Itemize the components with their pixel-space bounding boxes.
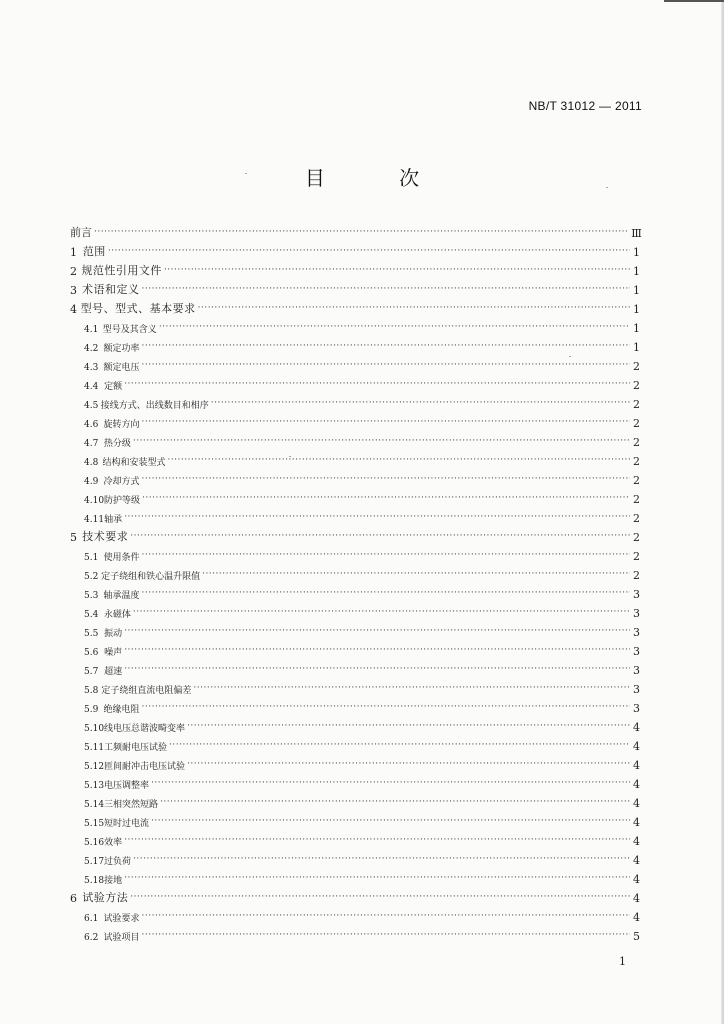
toc-entry-page: 2 — [633, 512, 640, 525]
toc-entry-page: 3 — [633, 645, 640, 658]
toc-leader-dots — [142, 359, 631, 371]
toc-leader-dots — [142, 492, 630, 504]
toc-leader-dots — [124, 625, 630, 637]
toc-entry-number: 4 — [70, 303, 77, 316]
toc-leader-dots — [142, 416, 631, 428]
toc-entry-number: 4.1 — [84, 325, 99, 335]
toc-entry — [84, 317, 640, 335]
toc-entry-page: 2 — [633, 474, 640, 487]
toc-leader-dots — [151, 815, 630, 827]
toc-entry — [84, 716, 640, 734]
toc-entry-number: 3 — [70, 284, 77, 297]
toc-entry-page: 3 — [633, 683, 640, 696]
standard-number: NB/T 31012 — 2011 — [528, 99, 642, 113]
toc-entry-page: 4 — [633, 892, 640, 905]
toc-entry — [70, 279, 640, 297]
toc-entry-label: 型号及其含义 — [102, 325, 157, 335]
toc-entry-page: 4 — [633, 873, 640, 886]
toc-entry-page: 2 — [633, 455, 640, 468]
toc-entry-label: 超速 — [104, 667, 123, 677]
toc-entry-label: 噪声 — [104, 648, 123, 658]
toc-leader-dots — [167, 454, 630, 466]
toc-entry-number: 5.11 — [84, 743, 105, 753]
toc-leader-dots — [187, 758, 630, 770]
toc-entry-label: 绝缘电阻 — [103, 705, 140, 715]
toc-entry-page: 4 — [633, 740, 640, 753]
toc-entry-label: 匝间耐冲击电压试验 — [104, 762, 186, 772]
toc-entry — [84, 564, 640, 582]
toc-entry — [84, 754, 640, 772]
toc-leader-dots — [94, 226, 629, 238]
toc-leader-dots — [159, 321, 630, 333]
toc-entry-page: 4 — [633, 835, 640, 848]
toc-entry — [70, 260, 640, 278]
toc-leader-dots — [124, 378, 630, 390]
page-number: 1 — [619, 955, 626, 968]
toc-entry-page: 3 — [633, 626, 640, 639]
toc-leader-dots — [142, 929, 631, 941]
toc-entry-label: 定子绕组直流电阻偏差 — [101, 686, 192, 696]
toc-leader-dots — [133, 435, 630, 447]
toc-entry-label: 短时过电流 — [104, 819, 150, 829]
toc-entry-page: 3 — [633, 664, 640, 677]
toc-entry-label: 线电压总谐波畸变率 — [104, 724, 186, 734]
toc-entry-label: 振动 — [104, 629, 123, 639]
toc-entry-number: 4.8 — [84, 458, 99, 468]
toc-entry-page: 2 — [633, 360, 640, 373]
toc-entry-label: 轴承温度 — [103, 591, 140, 601]
toc-entry-number: 6.2 — [84, 933, 99, 943]
toc-entry-number: 4.4 — [84, 382, 99, 392]
toc-entry-label: 定额 — [104, 382, 123, 392]
toc-entry-page: 1 — [633, 322, 640, 335]
toc-entry-page: 2 — [633, 531, 640, 544]
toc-entry-page: 1 — [633, 265, 640, 278]
toc-leader-dots — [142, 587, 631, 599]
toc-entry-label: 定子绕组和铁心温升限值 — [101, 572, 201, 582]
toc-entry-label: 使用条件 — [103, 553, 140, 563]
toc-entry-number: 前言 — [70, 226, 92, 239]
toc-entry-label: 冷却方式 — [103, 477, 140, 487]
toc-entry-label: 防护等级 — [104, 496, 141, 506]
toc-leader-dots — [211, 397, 630, 409]
toc-entry — [84, 374, 640, 392]
toc-entry-number: 5.4 — [84, 610, 99, 620]
toc-entry-number: 5.2 — [84, 572, 99, 582]
toc-entry — [84, 697, 640, 715]
toc-entry-number: 4.5 — [84, 401, 99, 411]
toc-entry-page: 4 — [633, 854, 640, 867]
scan-speck — [245, 173, 247, 174]
toc-entry-label: 效率 — [104, 838, 123, 848]
toc-entry-label: 规范性引用文件 — [81, 264, 162, 277]
toc-entry-page: 2 — [633, 379, 640, 392]
toc-entry-number: 5.16 — [84, 838, 105, 848]
toc-entry — [84, 393, 640, 411]
toc-leader-dots — [133, 606, 630, 618]
toc-entry-label: 试验要求 — [103, 914, 140, 924]
toc-entry — [84, 621, 640, 639]
toc-entry-number: 5.12 — [84, 762, 105, 772]
toc-leader-dots — [133, 853, 630, 865]
toc-entry — [84, 868, 640, 886]
toc-entry-number: 5.8 — [84, 686, 99, 696]
toc-entry — [84, 488, 640, 506]
toc-entry-number: 4.3 — [84, 363, 99, 373]
toc-entry-label: 范围 — [82, 245, 106, 258]
scan-speck — [606, 187, 608, 188]
toc-entry-number: 6 — [70, 892, 77, 905]
toc-leader-dots — [124, 511, 630, 523]
toc-leader-dots — [202, 568, 630, 580]
toc-entry-label: 试验项目 — [103, 933, 140, 943]
toc-entry-label: 永磁体 — [103, 610, 131, 620]
toc-entry-number: 6.1 — [84, 914, 99, 924]
toc-leader-dots — [160, 796, 630, 808]
toc-entry-page: 4 — [633, 721, 640, 734]
toc-entry-page: 2 — [633, 493, 640, 506]
toc-entry — [84, 906, 640, 924]
toc-entry-number: 4.10 — [84, 496, 105, 506]
toc-entry-number: 5.1 — [84, 553, 99, 563]
toc-entry — [84, 811, 640, 829]
toc-leader-dots — [142, 340, 631, 352]
toc-entry-label: 额定电压 — [103, 363, 140, 373]
toc-entry-number: 4.7 — [84, 439, 99, 449]
scan-speck — [569, 356, 571, 357]
toc-entry-page: 3 — [633, 588, 640, 601]
scan-speck — [289, 456, 291, 457]
toc-entry-number: 5.3 — [84, 591, 99, 601]
toc-leader-dots — [141, 283, 630, 295]
toc-entry — [84, 602, 640, 620]
toc-entry-page: 2 — [633, 398, 640, 411]
toc-leader-dots — [142, 701, 631, 713]
toc-entry-number: 4.2 — [84, 344, 99, 354]
toc-entry — [84, 336, 640, 354]
toc-leader-dots — [193, 682, 630, 694]
toc-entry-number: 5.7 — [84, 667, 99, 677]
toc-entry — [84, 830, 640, 848]
toc-entry-label: 旋转方向 — [103, 420, 140, 430]
toc-entry-page: 2 — [633, 417, 640, 430]
toc-entry — [84, 925, 640, 943]
toc-entry — [84, 507, 640, 525]
toc-entry-page: 4 — [633, 797, 640, 810]
toc-entry-page: 5 — [633, 930, 640, 943]
toc-entry — [84, 678, 640, 696]
toc-entry-label: 三相突然短路 — [104, 800, 159, 810]
toc-entry-page: 4 — [633, 759, 640, 772]
toc-entry — [70, 887, 640, 905]
toc-entry-label: 工频耐电压试验 — [104, 743, 168, 753]
toc-entry-number: 5.13 — [84, 781, 105, 791]
toc-entry-number: 4.9 — [84, 477, 99, 487]
toc-entry-number: 5.15 — [84, 819, 105, 829]
toc-entry-page: 1 — [633, 341, 640, 354]
toc-entry-page: 4 — [633, 778, 640, 791]
toc-leader-dots — [151, 777, 630, 789]
toc-leader-dots — [124, 834, 630, 846]
toc-leader-dots — [187, 720, 630, 732]
toc-entry — [84, 583, 640, 601]
toc-entry — [70, 298, 640, 316]
toc-entry-label: 结构和安装型式 — [102, 458, 166, 468]
toc-entry-page: 3 — [633, 702, 640, 715]
toc-entry-number: 2 — [70, 265, 77, 278]
toc-leader-dots — [124, 663, 630, 675]
toc-entry — [84, 773, 640, 791]
toc-entry — [70, 241, 640, 259]
toc-entry-label: 接地 — [104, 876, 123, 886]
toc-title: 目 次 — [304, 166, 454, 190]
toc-leader-dots — [124, 644, 630, 656]
toc-entry — [84, 431, 640, 449]
toc-entry-number: 5.18 — [84, 876, 105, 886]
toc-entry-label: 接线方式、出线数目和相序 — [100, 401, 209, 411]
toc-entry-label: 试验方法 — [82, 891, 129, 904]
toc-entry — [84, 849, 640, 867]
toc-entry-page: 3 — [633, 607, 640, 620]
toc-leader-dots — [169, 739, 630, 751]
toc-entry-label: 过负荷 — [104, 857, 132, 867]
toc-entry-number: 5.6 — [84, 648, 99, 658]
toc-entry-label: 术语和定义 — [81, 283, 140, 296]
toc-entry — [84, 735, 640, 753]
toc-leader-dots — [130, 891, 630, 903]
toc-entry-number: 5 — [70, 531, 77, 544]
toc-entry-number: 5.9 — [84, 705, 99, 715]
toc-entry — [84, 355, 640, 373]
toc-leader-dots — [142, 910, 631, 922]
toc-entry-page: 2 — [633, 569, 640, 582]
toc-entry-page: 1 — [633, 284, 640, 297]
toc-entry — [84, 450, 640, 468]
toc-entry-label: 型号、型式、基本要求 — [80, 302, 196, 315]
toc-leader-dots — [130, 530, 630, 542]
toc-entry-page: 2 — [633, 436, 640, 449]
toc-entry-number: 5.14 — [84, 800, 105, 810]
toc-entry-page: 1 — [633, 303, 640, 316]
toc-entry-number: 4.11 — [84, 515, 105, 525]
toc-entry-number: 4.6 — [84, 420, 99, 430]
toc-entry-label: 电压调整率 — [104, 781, 150, 791]
toc-entry-label: 轴承 — [104, 515, 123, 525]
scan-top-mark — [664, 0, 724, 2]
toc-entry-number: 5.17 — [84, 857, 105, 867]
toc-entry-number: 1 — [70, 246, 77, 259]
toc-entry — [84, 640, 640, 658]
toc-entry — [84, 792, 640, 810]
toc-entry — [84, 545, 640, 563]
toc-leader-dots — [198, 302, 630, 314]
toc-leader-dots — [164, 264, 630, 276]
toc-leader-dots — [124, 872, 630, 884]
toc-entry-number: 5.10 — [84, 724, 105, 734]
toc-entry — [84, 412, 640, 430]
toc-entry — [70, 222, 640, 240]
toc-entry-page: 1 — [633, 246, 640, 259]
toc-entry — [84, 469, 640, 487]
toc-leader-dots — [142, 549, 631, 561]
toc-leader-dots — [108, 245, 630, 257]
toc-entry-page: 4 — [633, 816, 640, 829]
toc-entry-label: 额定功率 — [103, 344, 140, 354]
toc-entry — [84, 659, 640, 677]
toc-entry-page: 2 — [633, 550, 640, 563]
toc-entry-number: 5.5 — [84, 629, 99, 639]
toc-entry-page: Ⅲ — [631, 227, 642, 240]
toc-entry-label: 热分级 — [103, 439, 131, 449]
toc-entry — [70, 526, 640, 544]
toc-entry-page: 4 — [633, 911, 640, 924]
toc-entry-label: 技术要求 — [82, 530, 129, 543]
toc-leader-dots — [142, 473, 631, 485]
